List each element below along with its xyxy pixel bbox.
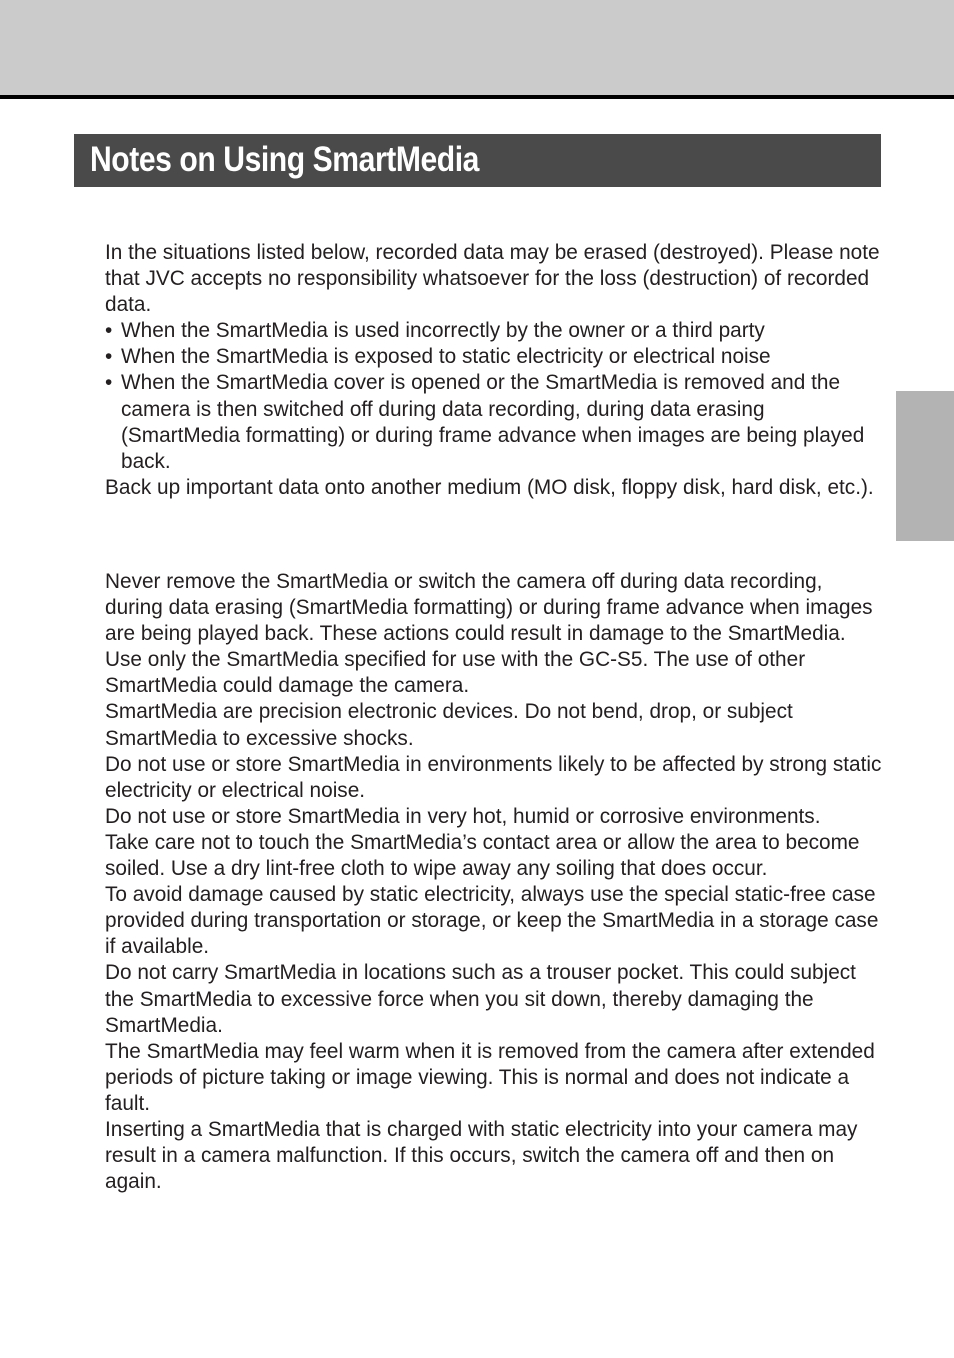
note-paragraph: Do not use or store SmartMedia in very hot, humid or corrosive environments.	[105, 804, 821, 828]
data-loss-notice	[105, 240, 885, 501]
bullet-item	[105, 344, 885, 370]
note-paragraph: The SmartMedia may feel warm when it is removed from the camera after extended periods of picture taking or image viewing. This is normal and does not indicate a fault.	[105, 1039, 875, 1115]
bullet-text: When the SmartMedia is exposed to static electricity or electrical noise	[121, 345, 771, 369]
bullet-item	[105, 370, 885, 474]
bullet-symbol: •	[105, 345, 113, 369]
note-paragraph: Never remove the SmartMedia or switch the camera off during data recording, during data erasing (SmartMedia formatting) or during frame advance when images are being played back. These actions could result in damage to the SmartMedia.	[105, 570, 873, 646]
note-paragraph: Take care not to touch the SmartMedia’s contact area or allow the area to become soiled. Use a dry lint-free cloth to wipe away any soiling that does occur.	[105, 830, 860, 881]
bullet-text: When the SmartMedia is used incorrectly by the owner or a third party	[121, 319, 765, 343]
intro-paragraph: In the situations listed below, recorded data may be erased (destroyed). Please note that JVC accepts no responsibility whatsoever for the loss (destruction) of recorded data.	[105, 241, 880, 317]
note-paragraph: SmartMedia are precision electronic devices. Do not bend, drop, or subject SmartMedia to excessive shocks.	[105, 700, 793, 750]
note-paragraph: Inserting a SmartMedia that is charged with static electricity into your camera may result in a camera malfunction. If this occurs, switch the camera off and then on again.	[105, 1117, 858, 1194]
chapter-tab	[896, 391, 954, 541]
bullet-text: When the SmartMedia cover is opened or the SmartMedia is removed and the camera is then switched off during data recording, during data erasing (SmartMedia formatting) or during frame advance when images are being played back.	[121, 371, 865, 473]
handling-notes	[105, 569, 885, 1195]
bullet-item	[105, 318, 885, 344]
bullet-symbol: •	[105, 371, 113, 395]
note-paragraph: Do not carry SmartMedia in locations such as a trouser pocket. This could subject the SmartMedia to excessive force when you sit down, thereby damaging the SmartMedia.	[105, 961, 856, 1037]
note-paragraph: To avoid damage caused by static electricity, always use the special static-free case provided during transportation or storage, or keep the SmartMedia in a storage case if available.	[105, 883, 879, 959]
page-title: Notes on Using SmartMedia	[90, 140, 479, 179]
backup-paragraph: Back up important data onto another medium (MO disk, floppy disk, hard disk, etc.).	[105, 475, 874, 499]
header-band	[0, 0, 954, 95]
note-paragraph: Do not use or store SmartMedia in environments likely to be affected by strong static electricity or electrical noise.	[105, 752, 882, 802]
bullet-symbol: •	[105, 319, 113, 343]
section-title-bar	[74, 134, 881, 187]
header-rule	[0, 95, 954, 99]
note-paragraph: Use only the SmartMedia specified for use with the GC-S5. The use of other SmartMedia could damage the camera.	[105, 648, 806, 698]
